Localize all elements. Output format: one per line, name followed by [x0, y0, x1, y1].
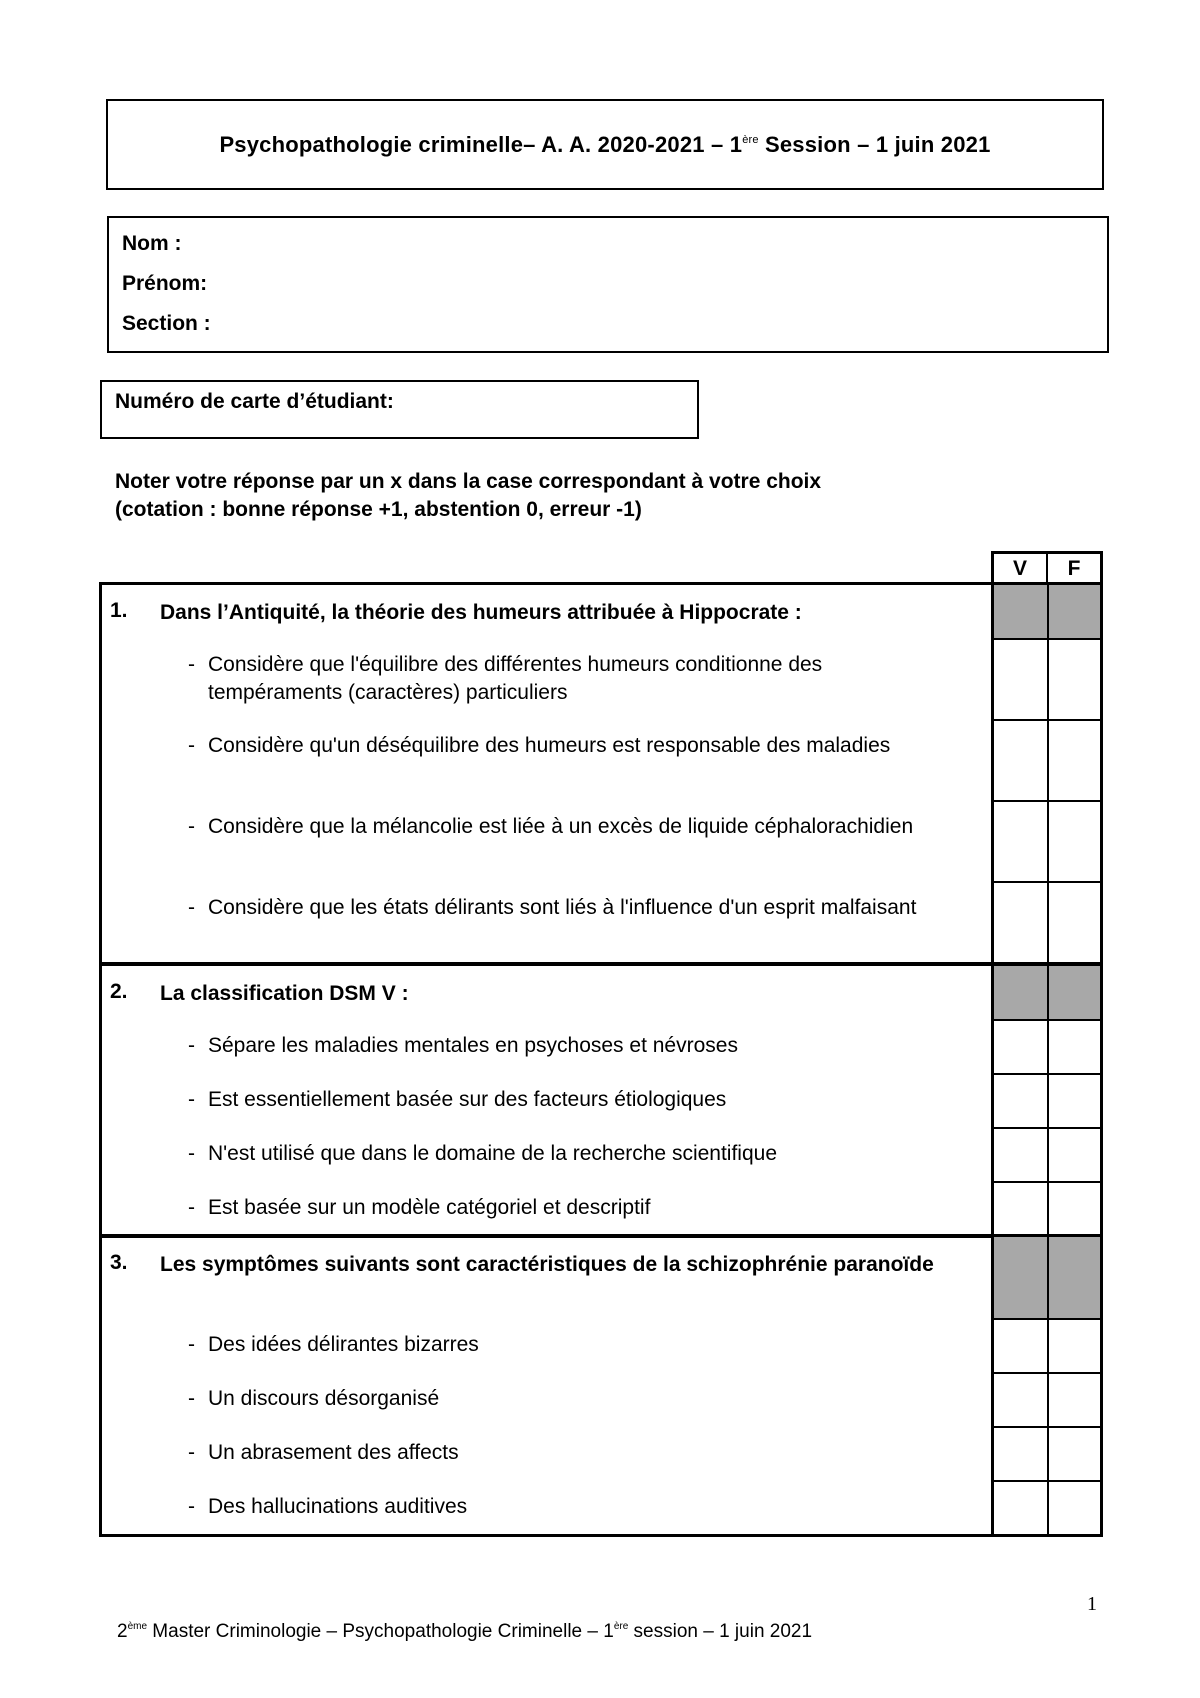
answer-box-f[interactable]	[1047, 802, 1100, 881]
option-row	[102, 1019, 1100, 1073]
option	[102, 1127, 991, 1181]
option-text: Des idées délirantes bizarres	[208, 1333, 479, 1356]
answer-cells	[991, 638, 1100, 719]
answer-box-v[interactable]	[994, 883, 1047, 962]
question-header-row	[102, 966, 1100, 1019]
option	[102, 1426, 991, 1480]
option	[102, 1480, 991, 1534]
option-text: Est basée sur un modèle catégoriel et descriptif	[208, 1196, 651, 1219]
question-number: 2.	[110, 980, 128, 1003]
answer-box-v[interactable]	[994, 1075, 1047, 1127]
title-box	[106, 99, 1104, 190]
shaded-cells	[991, 966, 1100, 1019]
option-dash: -	[188, 1196, 195, 1219]
footer	[117, 1621, 812, 1643]
question-group-1	[99, 582, 1103, 965]
option-dash: -	[188, 1142, 195, 1165]
question-number: 3.	[110, 1251, 128, 1274]
shaded-cell	[1047, 1237, 1100, 1318]
option-dash: -	[188, 815, 195, 838]
instructions-line-2: (cotation : bonne réponse +1, abstention 0, erreur -1)	[115, 498, 642, 521]
column-f-header: F	[1067, 557, 1081, 580]
answer-box-f[interactable]	[1047, 1482, 1100, 1534]
answer-box-v[interactable]	[994, 1482, 1047, 1534]
answer-box-f[interactable]	[1047, 1428, 1100, 1480]
option	[102, 1372, 991, 1426]
column-v-header: V	[994, 554, 1048, 583]
option	[102, 1073, 991, 1127]
answer-cells	[991, 1019, 1100, 1073]
question-header-row	[102, 585, 1100, 638]
shaded-cell	[994, 966, 1047, 1019]
question-header	[102, 966, 991, 1019]
answer-box-f[interactable]	[1047, 883, 1100, 962]
answer-cells	[991, 1073, 1100, 1127]
title-main: Psychopathologie criminelle– A. A. 2020-2021 – 1	[219, 131, 743, 157]
answer-cells	[991, 1426, 1100, 1480]
title-end: Session – 1 juin 2021	[758, 131, 991, 157]
answer-cells	[991, 881, 1100, 962]
option-row	[102, 719, 1100, 800]
option-text: Considère que les états délirants sont liés à l'influence d'un esprit malfaisant	[208, 896, 917, 919]
option-text: Des hallucinations auditives	[208, 1495, 468, 1518]
option-dash: -	[188, 896, 195, 919]
shaded-cell	[1047, 966, 1100, 1019]
title-sup: ère	[742, 133, 759, 146]
shaded-cells	[991, 1237, 1100, 1318]
nom-field[interactable]: Nom :	[122, 232, 182, 255]
section-field[interactable]: Section :	[122, 312, 211, 335]
question-group-2	[99, 963, 1103, 1238]
option-text: Un abrasement des affects	[208, 1441, 459, 1464]
student-card-label: Numéro de carte d’étudiant:	[115, 390, 394, 413]
option-row	[102, 1318, 1100, 1372]
answer-box-f[interactable]	[1047, 1021, 1100, 1073]
answer-box-f[interactable]	[1047, 1075, 1100, 1127]
footer-part-3: session – 1 juin 2021	[628, 1621, 813, 1642]
footer-part-1: 2	[117, 1621, 128, 1642]
answer-cells	[991, 719, 1100, 800]
answer-cells	[991, 1127, 1100, 1181]
identity-box	[107, 216, 1109, 353]
option	[102, 800, 991, 881]
option-text: N'est utilisé que dans le domaine de la recherche scientifique	[208, 1142, 778, 1165]
option-dash: -	[188, 734, 195, 757]
answer-box-v[interactable]	[994, 1183, 1047, 1235]
answer-box-v[interactable]	[994, 1428, 1047, 1480]
option	[102, 1318, 991, 1372]
option-row	[102, 800, 1100, 881]
question-number: 1.	[110, 599, 128, 622]
shaded-cell	[1047, 585, 1100, 638]
answer-box-f[interactable]	[1047, 1183, 1100, 1235]
answer-box-v[interactable]	[994, 1374, 1047, 1426]
option	[102, 1019, 991, 1073]
question-header	[102, 1237, 991, 1318]
option-row	[102, 881, 1100, 962]
answer-cells	[991, 1480, 1100, 1534]
answer-box-f[interactable]	[1047, 1374, 1100, 1426]
option	[102, 638, 991, 719]
option	[102, 1181, 991, 1235]
page-title	[219, 132, 990, 158]
vf-header	[991, 551, 1103, 583]
option-dash: -	[188, 1034, 195, 1057]
footer-sup-1: ème	[127, 1621, 148, 1632]
answer-box-f[interactable]	[1047, 721, 1100, 800]
option-dash: -	[188, 1333, 195, 1356]
answer-cells	[991, 1318, 1100, 1372]
option-text: Est essentiellement basée sur des facteurs étiologiques	[208, 1088, 727, 1111]
option-dash: -	[188, 1088, 195, 1111]
option-dash: -	[188, 1495, 195, 1518]
question-text: La classification DSM V :	[160, 982, 409, 1005]
option	[102, 881, 991, 962]
instructions-line-1: Noter votre réponse par un x dans la case correspondant à votre choix	[115, 470, 822, 493]
question-header-row	[102, 1237, 1100, 1318]
option-row	[102, 1073, 1100, 1127]
option-text: Sépare les maladies mentales en psychoses et névroses	[208, 1034, 738, 1057]
question-group-3	[99, 1234, 1103, 1537]
option-row	[102, 1127, 1100, 1181]
footer-sup-2: ère	[613, 1621, 629, 1632]
page-number: 1	[1087, 1593, 1097, 1615]
shaded-cell	[994, 585, 1047, 638]
answer-box-f[interactable]	[1047, 1320, 1100, 1372]
answer-box-v[interactable]	[994, 1129, 1047, 1181]
answer-box-v[interactable]	[994, 640, 1047, 719]
instructions	[115, 468, 821, 524]
question-text: Les symptômes suivants sont caractéristiques de la schizophrénie paranoïde	[160, 1253, 934, 1276]
answer-box-f[interactable]	[1047, 1129, 1100, 1181]
prenom-field[interactable]: Prénom:	[122, 272, 208, 295]
option-row	[102, 638, 1100, 719]
answer-box-f[interactable]	[1047, 640, 1100, 719]
answer-box-v[interactable]	[994, 1021, 1047, 1073]
answer-cells	[991, 1372, 1100, 1426]
student-card-box[interactable]	[100, 380, 699, 439]
option-row	[102, 1426, 1100, 1480]
option-dash: -	[188, 1441, 195, 1464]
option-row	[102, 1181, 1100, 1235]
question-header	[102, 585, 991, 638]
answer-cells	[991, 800, 1100, 881]
answer-box-v[interactable]	[994, 721, 1047, 800]
option-text: Un discours désorganisé	[208, 1387, 440, 1410]
option-text: Considère qu'un déséquilibre des humeurs est responsable des maladies	[208, 734, 891, 757]
footer-part-2: Master Criminologie – Psychopathologie Criminelle – 1	[147, 1621, 614, 1642]
option-dash: -	[188, 1387, 195, 1410]
answer-cells	[991, 1181, 1100, 1235]
option-row	[102, 1372, 1100, 1426]
shaded-cells	[991, 585, 1100, 638]
question-text: Dans l’Antiquité, la théorie des humeurs attribuée à Hippocrate :	[160, 601, 802, 624]
answer-box-v[interactable]	[994, 1320, 1047, 1372]
option	[102, 719, 991, 800]
option-text: Considère que la mélancolie est liée à un excès de liquide céphalorachidien	[208, 815, 914, 838]
answer-box-v[interactable]	[994, 802, 1047, 881]
shaded-cell	[994, 1237, 1047, 1318]
option-row	[102, 1480, 1100, 1534]
option-text: Considère que l'équilibre des différentes humeurs conditionne des tempéraments (caractères) particuliers	[208, 653, 823, 704]
option-dash: -	[188, 653, 195, 676]
